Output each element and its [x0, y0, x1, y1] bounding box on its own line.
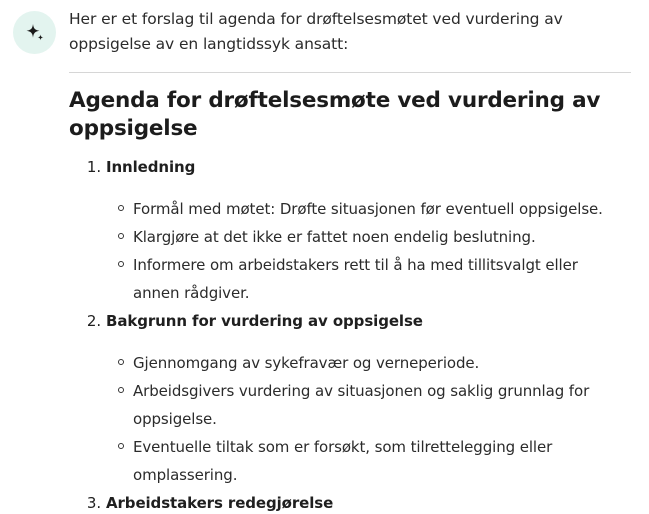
list-item-text: Gjennomgang av sykefravær og verneperiode. [133, 354, 480, 372]
section-number: 3. [86, 494, 101, 512]
list-item [69, 251, 608, 307]
agenda-heading: Agenda for drøftelsesmøte ved vurdering av oppsigelse [69, 88, 601, 141]
list-item [69, 377, 608, 433]
bullet-icon [118, 443, 124, 449]
sparkle-icon [23, 21, 47, 45]
section-title [69, 489, 634, 514]
section-label: Innledning [106, 158, 196, 176]
list-item-text: Formål med møtet: Drøfte situasjonen før eventuell oppsigelse. [133, 200, 603, 218]
list-item [69, 195, 608, 223]
list-item-text: Klargjøre at det ikke er fattet noen endelig beslutning. [133, 228, 536, 246]
list-item [69, 433, 608, 489]
section-title [69, 153, 634, 181]
list-item [69, 349, 608, 377]
list-item-text: Eventuelle tiltak som er forsøkt, som tilrettelegging eller omplassering. [133, 438, 553, 484]
divider [69, 72, 631, 73]
section-number: 1. [86, 158, 101, 176]
list-item-text: Arbeidsgivers vurdering av situasjonen og saklig grunnlag for oppsigelse. [133, 382, 590, 428]
section-label: Arbeidstakers redegjørelse [106, 494, 334, 512]
agenda-section [69, 489, 634, 514]
bullet-icon [118, 359, 124, 365]
section-number: 2. [86, 312, 101, 330]
section-bullets [69, 195, 634, 307]
section-title [69, 307, 634, 335]
agenda-section [69, 153, 634, 307]
assistant-message [69, 7, 634, 514]
section-bullets [69, 349, 634, 489]
list-item [69, 223, 608, 251]
bullet-icon [118, 233, 124, 239]
agenda-section [69, 307, 634, 489]
assistant-avatar [13, 11, 56, 54]
bullet-icon [118, 387, 124, 393]
agenda-sections [69, 153, 634, 514]
bullet-icon [118, 261, 124, 267]
message-intro: Her er et forslag til agenda for drøftelsesmøtet ved vurdering av oppsigelse av en langtidssyk ansatt: [69, 10, 563, 53]
bullet-icon [118, 205, 124, 211]
section-label: Bakgrunn for vurdering av oppsigelse [106, 312, 423, 330]
list-item-text: Informere om arbeidstakers rett til å ha med tillitsvalgt eller annen rådgiver. [133, 256, 578, 302]
